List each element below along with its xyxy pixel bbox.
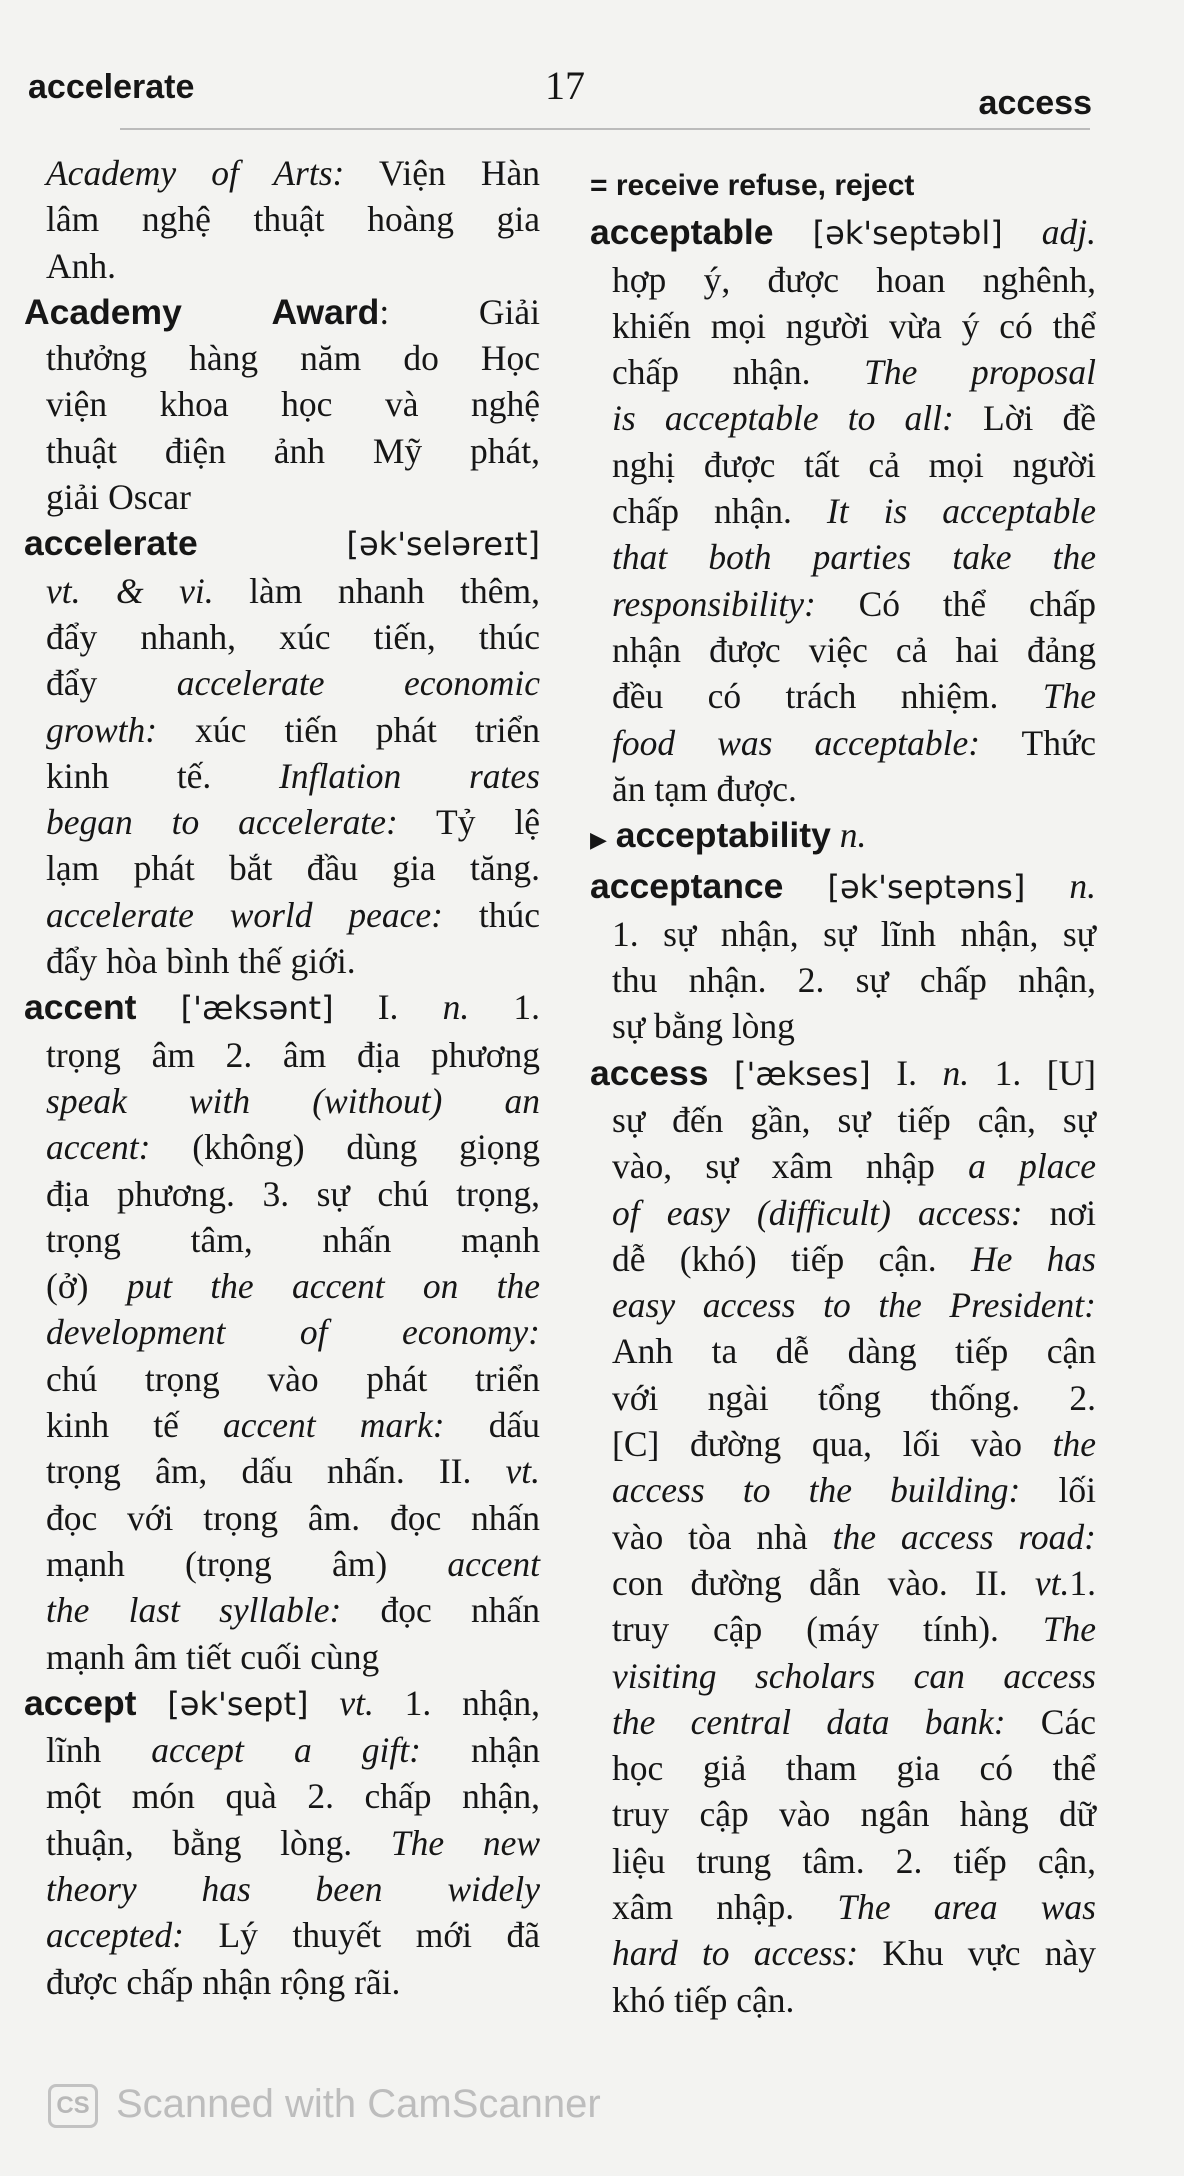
definition-text: kinh tế [46,1405,224,1446]
example-text: accent mark: [223,1405,445,1446]
entry-line [24,196,540,242]
definition-text [774,212,813,252]
example-text: Inflation rates [279,755,540,796]
definition-text [198,523,347,563]
entry-line [24,1309,540,1355]
example-text: Academy of Arts: [46,153,345,193]
example-text: the [1052,1424,1096,1465]
definition-text: dễ (khó) tiếp cận. [612,1238,971,1279]
definition-text: thu nhận. 2. sự chấp nhận, [612,960,1096,1001]
definition-text: liệu trung tâm. 2. tiếp cận, [612,1840,1096,1881]
entry-line [590,673,1096,719]
example-text: that both parties take the [612,537,1096,578]
entry-line [24,1727,540,1773]
entry-line [24,428,540,474]
definition-text: Các [1005,1701,1096,1742]
definition-text: địa phương. 3. sự chú trọng, [46,1173,540,1214]
definition-text: lạm phát bắt đầu gia tăng. [46,848,540,889]
definition-text [1003,212,1042,252]
watermark-text: Scanned with CamScanner [116,2082,601,2126]
entry-line [24,1634,540,1680]
pronunciation: ['ækses] [733,1054,871,1093]
definition-text [1025,866,1069,906]
example-text: is acceptable to all: [612,398,954,439]
entry-line [590,957,1096,1003]
definition-text: khiến mọi người vừa ý có thể [612,305,1096,346]
entry-line [590,627,1096,673]
example-text: easy access to the President: [612,1285,1096,1326]
headword: accelerate [24,523,198,564]
entry-line [24,892,540,938]
definition-text: khó tiếp cận. [612,1979,795,2020]
entry-line [24,520,540,567]
pronunciation: [ək'seləreɪt] [346,525,540,564]
definition-text: đọc với trọng âm. đọc nhấn [46,1497,540,1538]
definition-text: hợp ý, được hoan nghênh, [612,259,1096,300]
definition-text: sự đến gần, sự tiếp cận, sự [612,1099,1096,1140]
definition-text: Có thể chấp [815,583,1096,624]
entry-line [24,568,540,614]
definition-text: chấp nhận. [612,491,827,532]
definition-text: sự bằng lòng [612,1006,795,1047]
definition-text: con đường dẫn vào. II. [612,1562,1035,1603]
definition-text: lối [1020,1470,1096,1511]
example-text: access to the building: [612,1470,1021,1511]
entry-line [590,1190,1096,1236]
definition-text [783,866,827,906]
synonym-note: = receive refuse, reject [590,169,915,202]
entry-line [590,1977,1096,2023]
definition-text [708,1053,734,1093]
definition-text: kinh tế. [46,755,280,796]
definition-text: Khu vực này [858,1933,1096,1974]
headword: acceptance [590,866,784,907]
entry-line [24,1820,540,1866]
definition-text: nhận được việc cả hai đảng [612,629,1096,670]
definition-text: Anh ta dễ dàng tiếp cận [612,1331,1096,1372]
entry-line [24,1078,540,1124]
definition-text: I. [333,987,443,1028]
header-right-headword: access [978,84,1092,122]
definition-text: với ngài tổng thống. 2. [612,1377,1096,1418]
entry-line [590,1560,1096,1606]
example-text: accelerate economic [176,663,540,704]
camscanner-logo-icon: CS [48,2084,98,2128]
entry-line [590,1143,1096,1189]
definition-text: trọng âm 2. âm địa phương [46,1034,540,1075]
entry-line [590,1375,1096,1421]
entry-line [590,442,1096,488]
entry-line [590,812,1096,863]
definition-text: chấp nhận. [612,352,865,393]
example-text: theory has been widely [46,1868,540,1909]
headword: access [590,1052,709,1093]
definition-text: nhận [420,1730,540,1771]
entry-line [590,766,1096,812]
definition-text: 1. [U] [969,1052,1097,1093]
definition-text: một món quà 2. chấp nhận, [46,1776,540,1817]
entry-line [24,289,540,335]
example-text: put the accent on the [126,1266,540,1307]
entry-line [24,1171,540,1217]
example-text: visiting scholars can access [612,1655,1096,1696]
pronunciation: [ək'septəns] [827,868,1026,907]
example-text: responsibility: [612,583,816,624]
example-text: accept a gift: [151,1730,421,1771]
entry-line [590,1236,1096,1282]
definition-text: (không) dùng giọng [150,1127,540,1168]
example-text: He has [970,1238,1096,1279]
entry-line [590,160,1096,209]
headword: Academy [24,291,182,332]
definition-text: trọng tâm, nhấn mạnh [46,1219,540,1260]
example-text: accepted: [46,1915,184,1956]
triangle-icon: ▶ [590,827,607,853]
entry-line [24,243,540,289]
entry-line [590,209,1096,256]
definition-text: được chấp nhận rộng rãi. [46,1961,401,2002]
entry-line [590,534,1096,580]
page-header [0,62,1184,132]
headword: accept [24,1682,137,1723]
definition-text: giải Oscar [46,477,191,518]
headword: acceptability [615,815,831,856]
definition-text: mạnh âm tiết cuối cùng [46,1636,380,1677]
definition-text: Lời đề [953,398,1097,439]
definition-text: nghị được tất cả mọi người [612,444,1096,485]
example-text: n. [942,1052,970,1093]
entry-line [24,707,540,753]
definition-text: nơi [1022,1192,1096,1233]
entry-line [24,1217,540,1263]
entry-line [590,1097,1096,1143]
definition-text: thuật điện ảnh Mỹ phát, [46,430,540,471]
example-text: vt. & vi. [46,570,214,611]
entry-line [24,1448,540,1494]
example-text: began to accelerate: [46,802,398,843]
header-rule [120,128,1090,130]
definition-text: đẩy nhanh, xúc tiến, thúc [46,616,540,657]
example-text: The new [390,1822,540,1863]
example-text: speak with (without) an [46,1080,540,1121]
right-column [590,160,1096,2023]
example-text: The [1042,1609,1096,1650]
definition-text: I. [870,1052,943,1093]
entry-line [24,799,540,845]
entry-line [24,753,540,799]
entry-line [24,1402,540,1448]
entry-line [24,381,540,427]
entry-line [590,911,1096,957]
entry-line [590,1421,1096,1467]
definition-text: Thức [980,722,1096,763]
definition-text: 1. [1069,1562,1096,1603]
example-text: accent [447,1543,540,1584]
entry-line [590,395,1096,441]
entry-line [24,335,540,381]
entry-line [24,1356,540,1402]
definition-text: thưởng hàng năm do Học [46,338,540,379]
definition-text: Anh. [46,245,117,286]
example-text: the access road: [832,1516,1096,1557]
entry-line [24,1263,540,1309]
example-text: the last syllable: [46,1590,342,1631]
definition-text: trọng âm, dấu nhấn. II. [46,1451,506,1492]
entry-line [24,1866,540,1912]
headword: Award [271,291,380,332]
example-text: The proposal [864,352,1096,393]
entry-line [24,1959,540,2005]
example-text: It is acceptable [826,491,1096,532]
entry-line [24,845,540,891]
entry-line [590,1282,1096,1328]
example-text: The area was [837,1886,1096,1927]
example-text: a place [968,1146,1096,1187]
definition-text: lâm nghệ thuật hoàng gia [46,199,540,240]
definition-text: 1. sự nhận, sự lĩnh nhận, sự [612,913,1096,954]
definition-text: mạnh (trọng âm) [46,1543,448,1584]
entry-line [590,1328,1096,1374]
pronunciation: [ək'sept] [167,1684,309,1723]
left-column [24,150,540,2005]
definition-text: dấu [444,1405,540,1446]
example-text: n. [1069,866,1096,907]
entry-line [590,257,1096,303]
example-text: the central data bank: [612,1701,1006,1742]
entry-line [24,1912,540,1958]
definition-text: viện khoa học và nghệ [46,384,540,425]
entry-line [590,349,1096,395]
entry-line [24,1680,540,1727]
definition-text: đều có trách nhiệm. [612,676,1043,717]
entry-line [590,1050,1096,1097]
definition-text [136,987,180,1027]
header-left-headword: accelerate [28,68,195,106]
example-text: vt. [339,1682,374,1723]
entry-line [24,984,540,1031]
entry-line [24,1587,540,1633]
example-text: growth: [46,709,158,750]
example-text: hard to access: [612,1933,859,1974]
entry-line [590,1514,1096,1560]
entry-line [590,1699,1096,1745]
headword: accent [24,987,137,1028]
definition-text: 1. [469,987,541,1028]
entry-line [24,1124,540,1170]
entry-line [590,1884,1096,1930]
entry-line [590,303,1096,349]
entry-line [590,488,1096,534]
entry-line [590,1791,1096,1837]
definition-text [309,1683,340,1723]
definition-text: truy cập vào ngân hàng dữ [612,1794,1096,1835]
definition-text: Tỷ lệ [397,802,540,843]
definition-text: [C] đường qua, lối vào [612,1424,1053,1465]
definition-text: làm nhanh thêm, [213,570,540,611]
entry-line [24,660,540,706]
definition-text: xâm nhập. [612,1886,838,1927]
example-text: accent: [46,1127,151,1168]
example-text: n. [442,987,470,1028]
definition-text: đẩy [46,663,177,704]
entry-line [590,863,1096,910]
definition-text: học giả tham gia có thể [612,1748,1096,1789]
entry-line [24,1032,540,1078]
definition-text [136,1683,167,1723]
entry-line [24,1495,540,1541]
definition-text [607,815,616,855]
entry-line [590,1930,1096,1976]
entry-line [590,1745,1096,1791]
entry-line [590,1838,1096,1884]
definition-text: vào, sự xâm nhập [612,1146,969,1187]
entry-line [24,1541,540,1587]
definition-text: đọc nhấn [341,1590,541,1631]
entry-line [24,938,540,984]
page-number: 17 [545,63,585,108]
definition-text: ăn tạm được. [612,768,797,809]
definition-text: (ở) [46,1266,127,1307]
entry-line [590,581,1096,627]
example-text: adj. [1041,212,1097,253]
definition-text: xúc tiến phát triển [157,709,540,750]
entry-line [590,1653,1096,1699]
definition-text: thuận, bằng lòng. [46,1822,391,1863]
entry-line [590,1467,1096,1513]
pronunciation: [ək'septəbl] [812,214,1003,253]
example-text: food was acceptable: [612,722,981,763]
entry-line [590,1606,1096,1652]
definition-text [182,292,272,332]
entry-line [590,1003,1096,1049]
example-text: accelerate world peace: [46,894,444,935]
example-text: of easy (difficult) access: [612,1192,1023,1233]
definition-text: Lý thuyết mới đã [183,1915,540,1956]
definition-text: chú trọng vào phát triển [46,1358,540,1399]
definition-text: 1. nhận, [373,1682,540,1723]
definition-text [831,815,840,855]
example-text: The [1042,676,1096,717]
example-text: n. [839,815,867,856]
example-text: vt. [505,1451,540,1492]
definition-text: lĩnh [46,1730,152,1771]
definition-text: thúc [443,894,540,935]
example-text: development of economy: [46,1312,540,1353]
entry-line [24,1773,540,1819]
pronunciation: ['æksənt] [180,989,334,1028]
definition-text: truy cập (máy tính). [612,1609,1043,1650]
entry-line [24,614,540,660]
entry-line [24,474,540,520]
definition-text: vào tòa nhà [612,1516,833,1557]
definition-text: Viện Hàn [344,153,540,193]
example-text: vt. [1034,1562,1070,1603]
entry-line [590,720,1096,766]
definition-text: đẩy hòa bình thế giới. [46,941,356,982]
entry-line [24,150,540,196]
definition-text: : Giải [379,291,540,332]
headword: acceptable [590,212,774,253]
